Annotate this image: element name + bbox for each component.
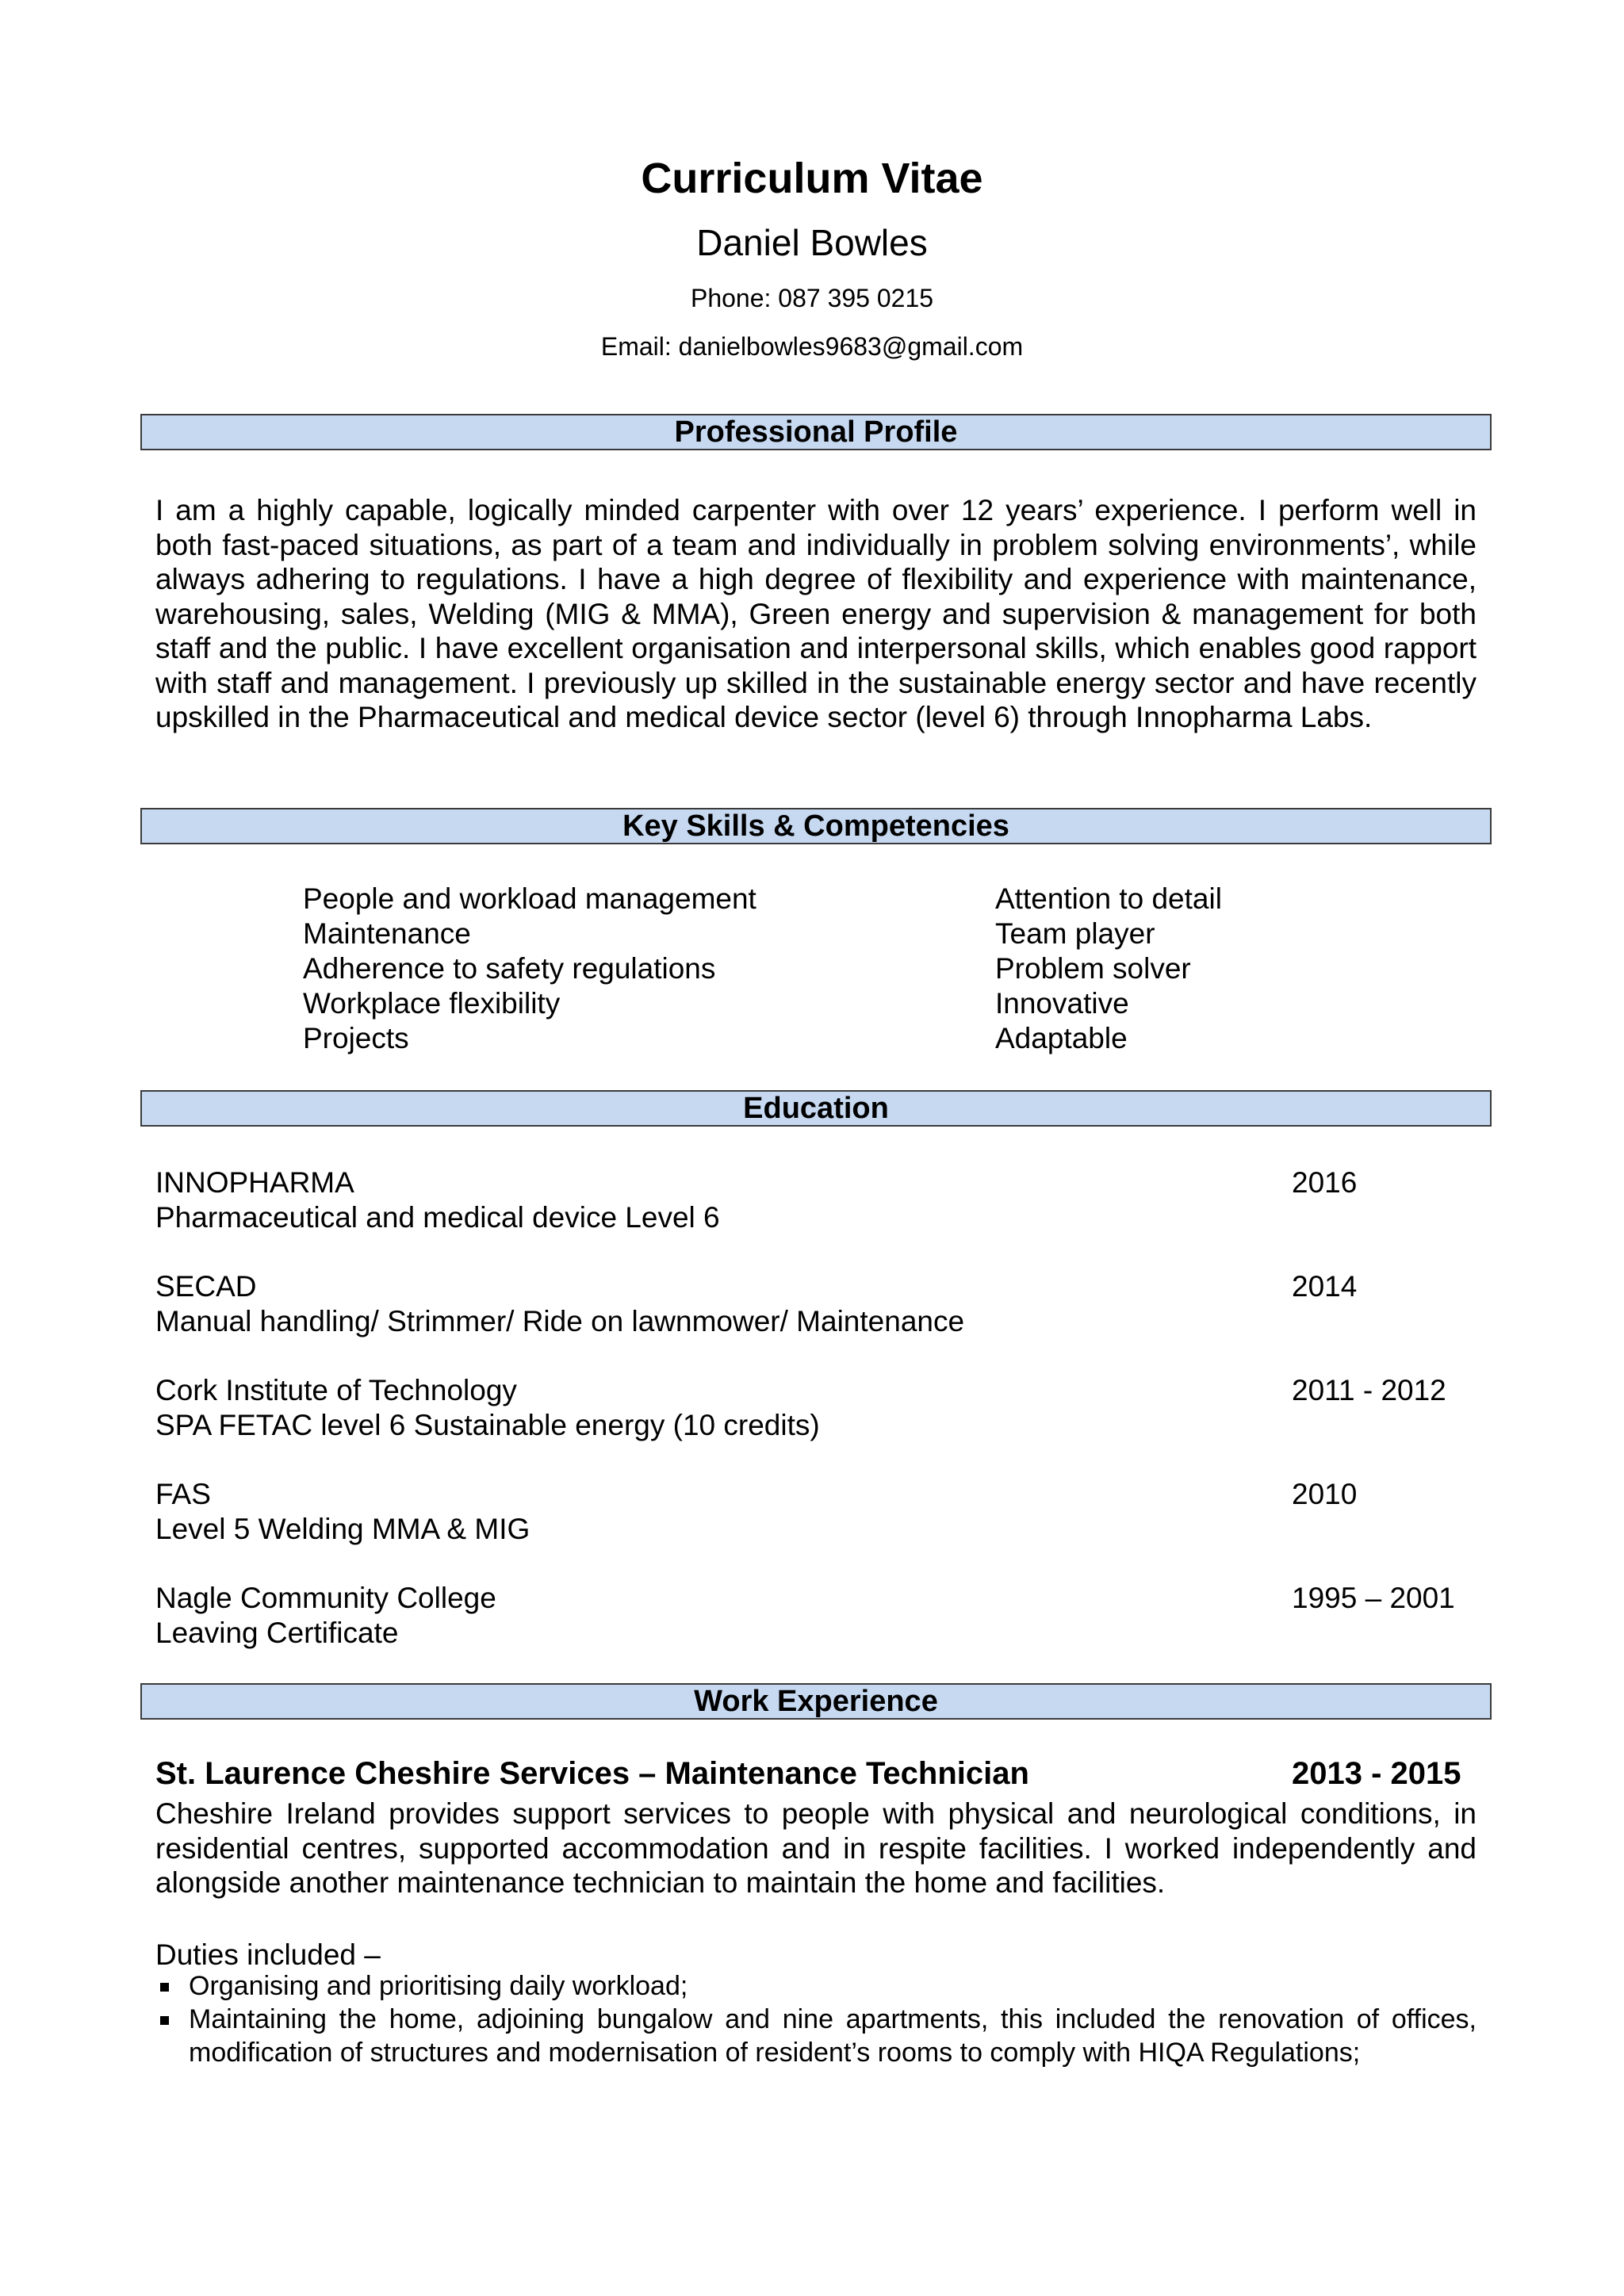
duty-list-item	[155, 2003, 1477, 2069]
skill-item: People and workload management	[303, 882, 756, 915]
education-year: 2011 - 2012	[1292, 1374, 1446, 1406]
duty-text: Maintaining the home, adjoining bungalow and nine apartments, this included the renovation of offices, modification of structures and modernisation of resident’s rooms to comply with HIQA Regulations;	[189, 2004, 1477, 2068]
skill-item: Team player	[995, 917, 1155, 950]
section-heading-work-experience: Work Experience	[140, 1683, 1492, 1720]
job-heading	[155, 1754, 1477, 1793]
skill-item: Adaptable	[995, 1022, 1128, 1054]
skill-item: Attention to detail	[995, 882, 1222, 915]
education-institution: INNOPHARMA	[155, 1166, 354, 1199]
education-year: 2010	[1292, 1478, 1358, 1510]
profile-paragraph: I am a highly capable, logically minded carpenter with over 12 years’ experience. I perform well in both fast-paced situations, as part of a team and individually in problem solving environments’, while always adhering to regulations. I have a high degree of flexibility and experience with maintenance, warehousing, sales, Welding (MIG & MMA), Green energy and supervision & management for both staff and the public. I have excellent organisation and interpersonal skills, which enables good rapport with staff and management. I previously up skilled in the sustainable energy sector and have recently upskilled in the Pharmaceutical and medical device sector (level 6) through Innopharma Labs.	[155, 494, 1477, 733]
education-course: Level 5 Welding MMA & MIG	[155, 1513, 530, 1545]
skill-item: Innovative	[995, 987, 1129, 1020]
email-address: Email: danielbowles9683@gmail.com	[600, 332, 1024, 361]
education-institution: Cork Institute of Technology	[155, 1374, 517, 1406]
education-entry	[155, 1581, 1477, 1651]
education-year: 2014	[1292, 1270, 1358, 1303]
document-title: Curriculum Vitae	[641, 155, 983, 202]
education-entry	[155, 1477, 1477, 1547]
duty-list-item	[155, 1969, 1477, 2003]
candidate-name: Daniel Bowles	[696, 222, 928, 263]
education-institution: Nagle Community College	[155, 1582, 496, 1614]
job-title: St. Laurence Cheshire Services – Maintenance Technician	[155, 1756, 1029, 1791]
square-bullet-icon	[160, 1983, 169, 1992]
skill-item: Maintenance	[303, 917, 471, 950]
phone-number: Phone: 087 395 0215	[690, 284, 934, 312]
education-year: 2016	[1292, 1166, 1358, 1199]
education-year: 1995 – 2001	[1292, 1582, 1455, 1614]
education-course: Pharmaceutical and medical device Level 6	[155, 1201, 720, 1234]
education-course: Leaving Certificate	[155, 1617, 399, 1649]
square-bullet-icon	[160, 2016, 169, 2025]
skill-item: Problem solver	[995, 952, 1191, 985]
job-years: 2013 - 2015	[1292, 1756, 1461, 1791]
skill-item: Workplace flexibility	[303, 987, 561, 1020]
skill-item: Projects	[303, 1022, 409, 1054]
duty-text: Organising and prioritising daily workload;	[189, 1971, 688, 2001]
education-entry	[155, 1269, 1477, 1339]
education-course: Manual handling/ Strimmer/ Ride on lawnmower/ Maintenance	[155, 1305, 965, 1337]
skills-list-right	[995, 882, 1222, 1056]
duties-label: Duties included –	[155, 1938, 381, 1971]
education-institution: FAS	[155, 1478, 211, 1510]
section-heading-education: Education	[140, 1090, 1492, 1127]
education-institution: SECAD	[155, 1270, 257, 1303]
education-entry	[155, 1165, 1477, 1235]
section-heading-key-skills: Key Skills & Competencies	[140, 808, 1492, 844]
education-entry	[155, 1373, 1477, 1443]
job-description: Cheshire Ireland provides support services to people with physical and neurological conditions, in residential centres, supported accommodation and in respite facilities. I worked independently and alongside another maintenance technician to maintain the home and facilities.	[155, 1797, 1477, 1899]
section-heading-professional-profile: Professional Profile	[140, 414, 1492, 450]
skills-list-left	[303, 882, 756, 1056]
education-course: SPA FETAC level 6 Sustainable energy (10 credits)	[155, 1409, 820, 1441]
skill-item: Adherence to safety regulations	[303, 952, 716, 985]
